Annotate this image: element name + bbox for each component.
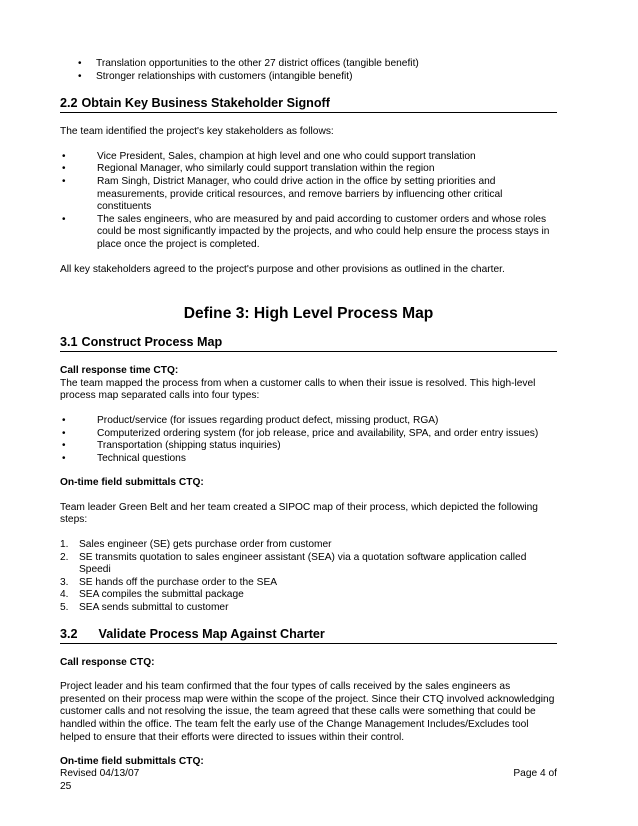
paragraph: All key stakeholders agreed to the project's purpose and other provisions as outlined in the charter.	[60, 263, 505, 275]
list-item: 3. SE hands off the purchase order to the SEA	[60, 576, 278, 588]
list-item: • Technical questions	[60, 453, 557, 466]
subheading: Call response CTQ:	[60, 656, 155, 668]
list-item: • Product/service (for issues regarding product defect, missing product, RGA)	[60, 415, 557, 428]
section-heading-3-1: 3.1 Construct Process Map	[60, 335, 557, 352]
paragraph: Team leader Green Belt and her team created a SIPOC map of their process, which depicted the following steps:	[60, 501, 538, 526]
steps-list	[60, 539, 557, 615]
subheading: Call response time CTQ:	[60, 365, 179, 377]
paragraph: The team identified the project's key stakeholders as follows:	[60, 126, 334, 138]
section-heading-2-2: 2.2 Obtain Key Business Stakeholder Signoff	[60, 96, 557, 113]
list-item: • Stronger relationships with customers (intangible benefit)	[59, 71, 557, 84]
page-number: Page 4 of	[513, 768, 557, 779]
section-heading-3-2: 3.2 Validate Process Map Against Charter	[60, 627, 557, 644]
revised-date: Revised 04/13/07	[60, 768, 140, 779]
call-types-list	[60, 415, 557, 465]
page-footer	[60, 768, 557, 793]
list-item: • Computerized ordering system (for job release, price and availability, SPA, and order entry issues)	[60, 428, 557, 441]
list-item: • Transportation (shipping status inquiries)	[60, 440, 557, 453]
paragraph: Project leader and his team confirmed that the four types of calls received by the sales engineers as presented on their process map were within the scope of the project. Since their CTQ involved acknowledging customer calls and not resolving the issue, the team agreed that these calls were something that could be handled within the office. The team felt the early use of the Change Management Includes/Excludes tool helped to ensure that their efforts were directed to issues within their control.	[60, 681, 555, 743]
list-item: 4. SEA compiles the submittal package	[60, 589, 244, 601]
document-page	[60, 58, 557, 769]
list-item: 5. SEA sends submittal to customer	[60, 602, 229, 614]
chapter-title: Define 3: High Level Process Map	[183, 305, 434, 323]
list-item: • Ram Singh, District Manager, who could drive action in the office by setting priorities and measurements, provide critical resources, and remove barriers by influencing other critical constituents	[60, 176, 557, 214]
benefits-list	[59, 58, 557, 83]
paragraph: The team mapped the process from when a customer calls to when their issue is resolved. This high-level process map separated calls into four types:	[60, 377, 536, 402]
list-item: • Translation opportunities to the other 27 district offices (tangible benefit)	[59, 58, 557, 71]
stakeholder-list	[60, 151, 557, 252]
list-item: 2. SE transmits quotation to sales engineer assistant (SEA) via a quotation software application called Speedi	[60, 551, 527, 576]
list-item: 1. Sales engineer (SE) gets purchase order from customer	[60, 539, 332, 551]
list-item: • Vice President, Sales, champion at high level and one who could support translation	[60, 151, 557, 164]
page-total: 25	[60, 780, 72, 792]
subheading: On-time field submittals CTQ:	[60, 477, 204, 489]
list-item: • The sales engineers, who are measured by and paid according to customer orders and whose roles could be most significantly impacted by the projects, and who could help ensure the process stays in place once the project is completed.	[60, 214, 557, 252]
list-item: • Regional Manager, who similarly could support translation within the region	[60, 163, 557, 176]
subheading: On-time field submittals CTQ:	[60, 756, 204, 768]
